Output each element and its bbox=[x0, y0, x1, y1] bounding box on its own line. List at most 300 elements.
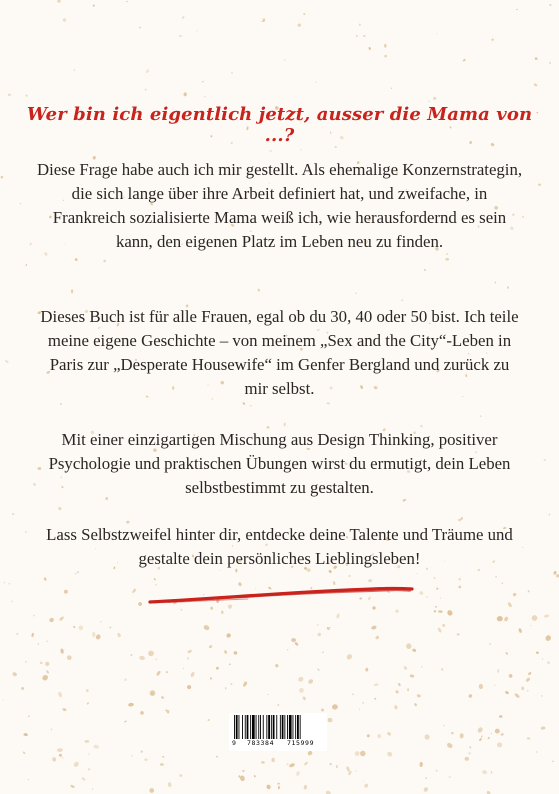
confetti-speck bbox=[242, 770, 245, 773]
confetti-speck bbox=[489, 643, 491, 645]
confetti-speck bbox=[40, 661, 43, 664]
paragraph-intro: Diese Frage habe auch ich mir gestellt. Als ehemalige Konzernstrategin, die sich lange über ihre Arbeit definiert hat, und zweifache, in Frankreich sozialisierte Mama weiß ich, wie herausfordernd es sein kann, den eigenen Platz im Leben neu zu finden. bbox=[36, 160, 523, 251]
confetti-speck bbox=[386, 751, 393, 758]
confetti-speck bbox=[304, 761, 309, 766]
barcode-bar bbox=[273, 715, 275, 739]
confetti-speck bbox=[203, 624, 210, 631]
red-brush-stroke bbox=[148, 585, 414, 607]
confetti-speck bbox=[355, 293, 357, 294]
confetti-speck bbox=[307, 678, 314, 684]
confetti-speck bbox=[375, 635, 380, 640]
confetti-speck bbox=[518, 628, 522, 634]
confetti-speck bbox=[398, 682, 402, 686]
confetti-speck bbox=[482, 770, 488, 775]
confetti-speck bbox=[425, 777, 427, 779]
confetti-speck bbox=[62, 757, 64, 759]
confetti-speck bbox=[86, 702, 89, 705]
confetti-speck bbox=[514, 693, 520, 699]
confetti-speck bbox=[433, 577, 436, 580]
confetti-speck bbox=[391, 87, 393, 89]
confetti-speck bbox=[204, 95, 206, 98]
barcode-right-digits: 715999 bbox=[287, 739, 315, 747]
confetti-speck bbox=[43, 577, 47, 581]
confetti-speck bbox=[441, 668, 443, 671]
confetti-speck bbox=[507, 286, 509, 289]
confetti-speck bbox=[387, 731, 392, 736]
confetti-speck bbox=[365, 668, 368, 672]
confetti-speck bbox=[468, 693, 473, 698]
confetti-speck bbox=[297, 23, 302, 27]
confetti-speck bbox=[148, 787, 155, 794]
confetti-speck bbox=[254, 775, 256, 778]
confetti-speck bbox=[436, 587, 439, 590]
confetti-speck bbox=[440, 597, 442, 599]
confetti-speck bbox=[504, 616, 509, 622]
confetti-speck bbox=[62, 708, 67, 712]
confetti-speck bbox=[196, 30, 197, 32]
confetti-speck bbox=[401, 299, 403, 301]
confetti-speck bbox=[541, 726, 546, 730]
confetti-speck bbox=[419, 590, 424, 595]
confetti-speck bbox=[368, 47, 371, 51]
confetti-speck bbox=[261, 761, 265, 763]
confetti-speck bbox=[433, 96, 437, 100]
confetti-speck bbox=[76, 571, 79, 574]
confetti-speck bbox=[438, 610, 443, 613]
confetti-speck bbox=[216, 755, 218, 757]
confetti-speck bbox=[480, 415, 481, 417]
confetti-speck bbox=[436, 33, 437, 35]
confetti-speck bbox=[303, 785, 307, 790]
confetti-speck bbox=[70, 784, 75, 788]
confetti-speck bbox=[479, 738, 483, 742]
barcode-bar bbox=[260, 715, 261, 739]
confetti-speck bbox=[547, 661, 550, 664]
confetti-speck bbox=[124, 720, 127, 723]
confetti-speck bbox=[37, 643, 39, 645]
confetti-speck bbox=[45, 661, 50, 666]
confetti-speck bbox=[303, 13, 306, 16]
confetti-speck bbox=[421, 666, 423, 668]
confetti-speck bbox=[374, 698, 376, 700]
confetti-speck bbox=[327, 718, 333, 723]
confetti-speck bbox=[225, 687, 227, 690]
confetti-speck bbox=[535, 57, 538, 60]
confetti-speck bbox=[527, 737, 531, 739]
confetti-speck bbox=[410, 674, 415, 678]
confetti-speck bbox=[549, 61, 552, 64]
confetti-speck bbox=[33, 614, 36, 616]
confetti-speck bbox=[229, 663, 232, 665]
confetti-speck bbox=[144, 759, 148, 761]
confetti-speck bbox=[5, 360, 9, 364]
confetti-speck bbox=[548, 514, 550, 516]
confetti-speck bbox=[109, 626, 111, 628]
confetti-speck bbox=[88, 768, 91, 771]
confetti-speck bbox=[289, 762, 296, 768]
confetti-speck bbox=[295, 771, 300, 777]
barcode-bar bbox=[252, 715, 255, 739]
barcode-bar bbox=[287, 715, 288, 739]
barcode-left-digits: 783384 bbox=[247, 739, 275, 747]
confetti-speck bbox=[507, 602, 512, 608]
confetti-speck bbox=[336, 765, 339, 769]
confetti-speck bbox=[153, 578, 156, 581]
confetti-speck bbox=[348, 574, 351, 577]
confetti-speck bbox=[126, 1, 128, 3]
confetti-speck bbox=[28, 715, 30, 717]
confetti-speck bbox=[215, 666, 219, 670]
confetti-speck bbox=[495, 729, 500, 734]
confetti-speck bbox=[359, 750, 367, 758]
confetti-speck bbox=[491, 771, 493, 774]
confetti-speck bbox=[508, 673, 513, 678]
confetti-speck bbox=[327, 402, 330, 404]
confetti-speck bbox=[95, 634, 101, 641]
confetti-speck bbox=[210, 677, 212, 680]
confetti-speck bbox=[128, 703, 134, 707]
barcode-bar bbox=[293, 715, 294, 739]
confetti-speck bbox=[117, 632, 122, 637]
confetti-speck bbox=[395, 609, 400, 614]
paragraph-method: Mit einer einzigartigen Mischung aus Design Thinking, positiver Psychologie und praktischen Übungen wirst du ermutigt, dein Leben selbstbestimmt zu gestalten. bbox=[48, 430, 511, 497]
barcode-bar bbox=[297, 715, 299, 739]
confetti-speck bbox=[329, 627, 331, 629]
confetti-speck bbox=[271, 758, 275, 763]
confetti-speck bbox=[406, 643, 413, 650]
confetti-speck bbox=[297, 676, 304, 683]
confetti-speck bbox=[464, 757, 469, 761]
confetti-speck bbox=[542, 658, 543, 660]
confetti-speck bbox=[84, 740, 89, 743]
barcode-bar bbox=[266, 715, 267, 739]
confetti-speck bbox=[59, 754, 62, 757]
confetti-speck bbox=[497, 616, 504, 622]
confetti-speck bbox=[516, 9, 518, 11]
confetti-speck bbox=[2, 699, 3, 701]
barcode-bar bbox=[284, 715, 285, 739]
confetti-speck bbox=[317, 632, 321, 636]
confetti-speck bbox=[495, 281, 497, 283]
confetti-speck bbox=[93, 744, 99, 749]
confetti-speck bbox=[139, 26, 141, 28]
confetti-speck bbox=[368, 579, 372, 583]
confetti-speck bbox=[329, 763, 332, 766]
confetti-speck bbox=[336, 613, 340, 619]
confetti-speck bbox=[277, 704, 279, 706]
confetti-speck bbox=[435, 606, 438, 609]
confetti-speck bbox=[414, 703, 417, 707]
confetti-speck bbox=[491, 38, 494, 41]
confetti-speck bbox=[130, 654, 133, 656]
confetti-speck bbox=[262, 18, 265, 22]
confetti-speck bbox=[541, 695, 543, 697]
confetti-speck bbox=[202, 80, 205, 82]
confetti-speck bbox=[433, 610, 437, 614]
confetti-speck bbox=[412, 648, 417, 652]
confetti-speck bbox=[526, 690, 528, 692]
confetti-speck bbox=[25, 531, 27, 533]
confetti-speck bbox=[31, 633, 34, 638]
confetti-speck bbox=[512, 592, 517, 597]
confetti-speck bbox=[140, 710, 145, 715]
confetti-speck bbox=[505, 690, 510, 694]
confetti-speck bbox=[544, 634, 552, 642]
confetti-speck bbox=[377, 734, 381, 739]
confetti-speck bbox=[81, 777, 86, 781]
barcode-bar bbox=[256, 715, 257, 739]
isbn-barcode bbox=[229, 713, 327, 751]
confetti-speck bbox=[535, 751, 537, 752]
confetti-speck bbox=[190, 671, 195, 677]
confetti-speck bbox=[346, 653, 353, 660]
confetti-speck bbox=[71, 289, 73, 293]
confetti-speck bbox=[25, 264, 27, 267]
barcode-bar bbox=[276, 715, 277, 739]
confetti-speck bbox=[315, 81, 317, 83]
confetti-speck bbox=[29, 242, 32, 246]
barcode-bar bbox=[295, 715, 296, 739]
confetti-speck bbox=[225, 632, 231, 638]
confetti-speck bbox=[62, 18, 67, 23]
confetti-speck bbox=[424, 269, 426, 271]
confetti-speck bbox=[442, 623, 446, 627]
confetti-speck bbox=[469, 746, 472, 749]
confetti-speck bbox=[187, 657, 189, 660]
confetti-speck bbox=[356, 35, 358, 37]
confetti-speck bbox=[495, 575, 497, 577]
confetti-speck bbox=[437, 627, 442, 633]
confetti-speck bbox=[287, 649, 289, 651]
confetti-speck bbox=[57, 691, 62, 698]
confetti-speck bbox=[266, 784, 271, 790]
barcode-bars bbox=[233, 715, 323, 739]
confetti-speck bbox=[57, 748, 63, 752]
confetti-speck bbox=[491, 733, 492, 735]
barcode-bar bbox=[268, 715, 270, 739]
confetti-speck bbox=[528, 671, 532, 675]
confetti-speck bbox=[300, 149, 302, 151]
barcode-bar bbox=[247, 715, 249, 739]
barcode-bar bbox=[289, 715, 292, 739]
confetti-speck bbox=[140, 750, 143, 753]
barcode-bar bbox=[282, 715, 284, 739]
confetti-speck bbox=[277, 783, 279, 785]
confetti-speck bbox=[124, 678, 127, 681]
confetti-speck bbox=[451, 732, 454, 735]
confetti-speck bbox=[57, 0, 61, 3]
confetti-speck bbox=[531, 614, 539, 622]
confetti-speck bbox=[103, 259, 106, 262]
confetti-speck bbox=[183, 92, 187, 96]
confetti-speck bbox=[416, 573, 418, 574]
confetti-speck bbox=[75, 573, 77, 575]
confetti-speck bbox=[460, 733, 464, 738]
confetti-speck bbox=[162, 756, 165, 758]
confetti-speck bbox=[25, 94, 27, 96]
confetti-speck bbox=[322, 651, 325, 654]
confetti-speck bbox=[92, 632, 96, 638]
barcode-bar bbox=[234, 715, 235, 739]
confetti-speck bbox=[73, 69, 75, 71]
confetti-speck bbox=[60, 648, 64, 654]
confetti-speck bbox=[294, 642, 299, 647]
confetti-speck bbox=[359, 23, 361, 26]
barcode-bar bbox=[250, 715, 251, 739]
confetti-speck bbox=[221, 611, 223, 615]
confetti-speck bbox=[428, 101, 429, 102]
confetti-speck bbox=[66, 654, 72, 660]
confetti-speck bbox=[316, 624, 319, 626]
confetti-speck bbox=[317, 668, 320, 671]
confetti-speck bbox=[186, 684, 192, 690]
confetti-speck bbox=[291, 638, 296, 642]
confetti-speck bbox=[139, 656, 145, 660]
confetti-speck bbox=[250, 405, 252, 407]
confetti-speck bbox=[75, 258, 78, 261]
barcode-bar bbox=[245, 715, 246, 739]
confetti-speck bbox=[458, 577, 462, 581]
confetti-speck bbox=[395, 690, 399, 694]
confetti-speck bbox=[25, 661, 27, 663]
confetti-speck bbox=[543, 459, 546, 462]
confetti-speck bbox=[187, 649, 192, 654]
confetti-speck bbox=[41, 674, 49, 682]
confetti-speck bbox=[538, 183, 542, 186]
confetti-speck bbox=[298, 687, 305, 694]
confetti-speck bbox=[233, 651, 238, 656]
confetti-speck bbox=[403, 666, 408, 671]
confetti-speck bbox=[92, 788, 93, 790]
confetti-speck bbox=[352, 693, 354, 695]
confetti-speck bbox=[46, 670, 50, 674]
confetti-speck bbox=[183, 668, 185, 670]
barcode-bar bbox=[239, 715, 240, 739]
confetti-speck bbox=[286, 763, 288, 766]
confetti-speck bbox=[371, 625, 377, 630]
headline: Wer bin ich eigentlich jetzt, ausser die Mama von ...? bbox=[26, 104, 533, 146]
confetti-speck bbox=[486, 790, 491, 794]
confetti-speck bbox=[521, 686, 524, 690]
confetti-speck bbox=[436, 770, 438, 772]
confetti-speck bbox=[230, 683, 233, 685]
confetti-speck bbox=[394, 705, 398, 710]
confetti-speck bbox=[549, 4, 552, 6]
confetti-speck bbox=[499, 715, 503, 718]
barcode-bar bbox=[271, 715, 272, 739]
confetti-speck bbox=[8, 93, 11, 96]
confetti-speck bbox=[302, 696, 307, 701]
confetti-speck bbox=[86, 689, 89, 692]
confetti-speck bbox=[468, 752, 471, 755]
confetti-speck bbox=[179, 774, 183, 778]
confetti-speck bbox=[48, 617, 54, 623]
confetti-speck bbox=[155, 658, 158, 660]
confetti-speck bbox=[58, 506, 62, 510]
confetti-speck bbox=[137, 601, 142, 606]
confetti-speck bbox=[355, 770, 357, 772]
confetti-speck bbox=[207, 719, 210, 722]
confetti-speck bbox=[4, 582, 6, 583]
confetti-speck bbox=[21, 687, 24, 690]
confetti-speck bbox=[161, 696, 165, 700]
confetti-speck bbox=[494, 684, 496, 685]
confetti-speck bbox=[92, 4, 95, 7]
confetti-speck bbox=[0, 175, 3, 178]
confetti-speck bbox=[73, 761, 80, 768]
confetti-speck bbox=[525, 677, 530, 682]
barcode-bar bbox=[258, 715, 259, 739]
confetti-speck bbox=[210, 607, 213, 610]
confetti-speck bbox=[64, 590, 68, 594]
confetti-speck bbox=[362, 780, 364, 782]
confetti-speck bbox=[181, 16, 184, 20]
confetti-speck bbox=[446, 609, 453, 616]
confetti-speck bbox=[320, 708, 324, 712]
confetti-speck bbox=[284, 59, 286, 61]
confetti-speck bbox=[384, 44, 386, 48]
confetti-speck bbox=[28, 779, 29, 780]
barcode-lead-digit: 9 bbox=[232, 739, 237, 747]
confetti-speck bbox=[445, 258, 449, 261]
confetti-speck bbox=[487, 737, 490, 740]
confetti-speck bbox=[533, 83, 537, 87]
confetti-speck bbox=[144, 88, 147, 91]
confetti-speck bbox=[536, 651, 539, 654]
barcode-bar bbox=[263, 715, 264, 739]
confetti-speck bbox=[166, 671, 168, 673]
confetti-speck bbox=[374, 683, 379, 686]
confetti-speck bbox=[354, 750, 361, 757]
confetti-speck bbox=[52, 757, 56, 762]
confetti-speck bbox=[458, 585, 461, 588]
confetti-speck bbox=[278, 786, 280, 790]
confetti-speck bbox=[180, 608, 183, 611]
confetti-speck bbox=[284, 423, 286, 427]
confetti-speck bbox=[497, 669, 499, 673]
confetti-speck bbox=[60, 403, 62, 405]
paragraph-audience: Dieses Buch ist für alle Frauen, egal ob du 30, 40 oder 50 bist. Ich teile meine eigene Geschichte – von meinem „Sex and the City“-Leben in Paris zur „Desperate Housewife“ im Genfer Bergland und zurück zu mir selbst. bbox=[40, 307, 519, 398]
confetti-speck bbox=[478, 684, 483, 690]
confetti-speck bbox=[269, 149, 272, 152]
confetti-speck bbox=[326, 626, 330, 630]
barcode-bar bbox=[236, 715, 238, 739]
confetti-speck bbox=[242, 402, 245, 406]
confetti-speck bbox=[477, 726, 484, 733]
confetti-speck bbox=[359, 709, 360, 710]
confetti-speck bbox=[501, 582, 503, 584]
confetti-speck bbox=[146, 69, 150, 73]
confetti-speck bbox=[20, 203, 22, 205]
confetti-speck bbox=[131, 755, 133, 756]
confetti-speck bbox=[384, 54, 388, 58]
confetti-speck bbox=[16, 632, 19, 635]
confetti-speck bbox=[8, 583, 10, 585]
confetti-speck bbox=[160, 763, 164, 766]
paragraph-closing: Lass Selbstzweifel hinter dir, entdecke deine Talente und Träume und gestalte dein persönliches Lieblingsleben! bbox=[46, 525, 513, 568]
confetti-speck bbox=[23, 751, 26, 754]
confetti-speck bbox=[407, 688, 409, 691]
confetti-speck bbox=[325, 790, 332, 794]
confetti-speck bbox=[552, 761, 554, 762]
confetti-speck bbox=[12, 671, 18, 677]
confetti-speck bbox=[50, 728, 52, 731]
confetti-speck bbox=[149, 689, 157, 697]
confetti-speck bbox=[257, 288, 260, 292]
confetti-speck bbox=[366, 734, 370, 738]
confetti-speck bbox=[12, 513, 15, 516]
confetti-speck bbox=[208, 645, 212, 649]
